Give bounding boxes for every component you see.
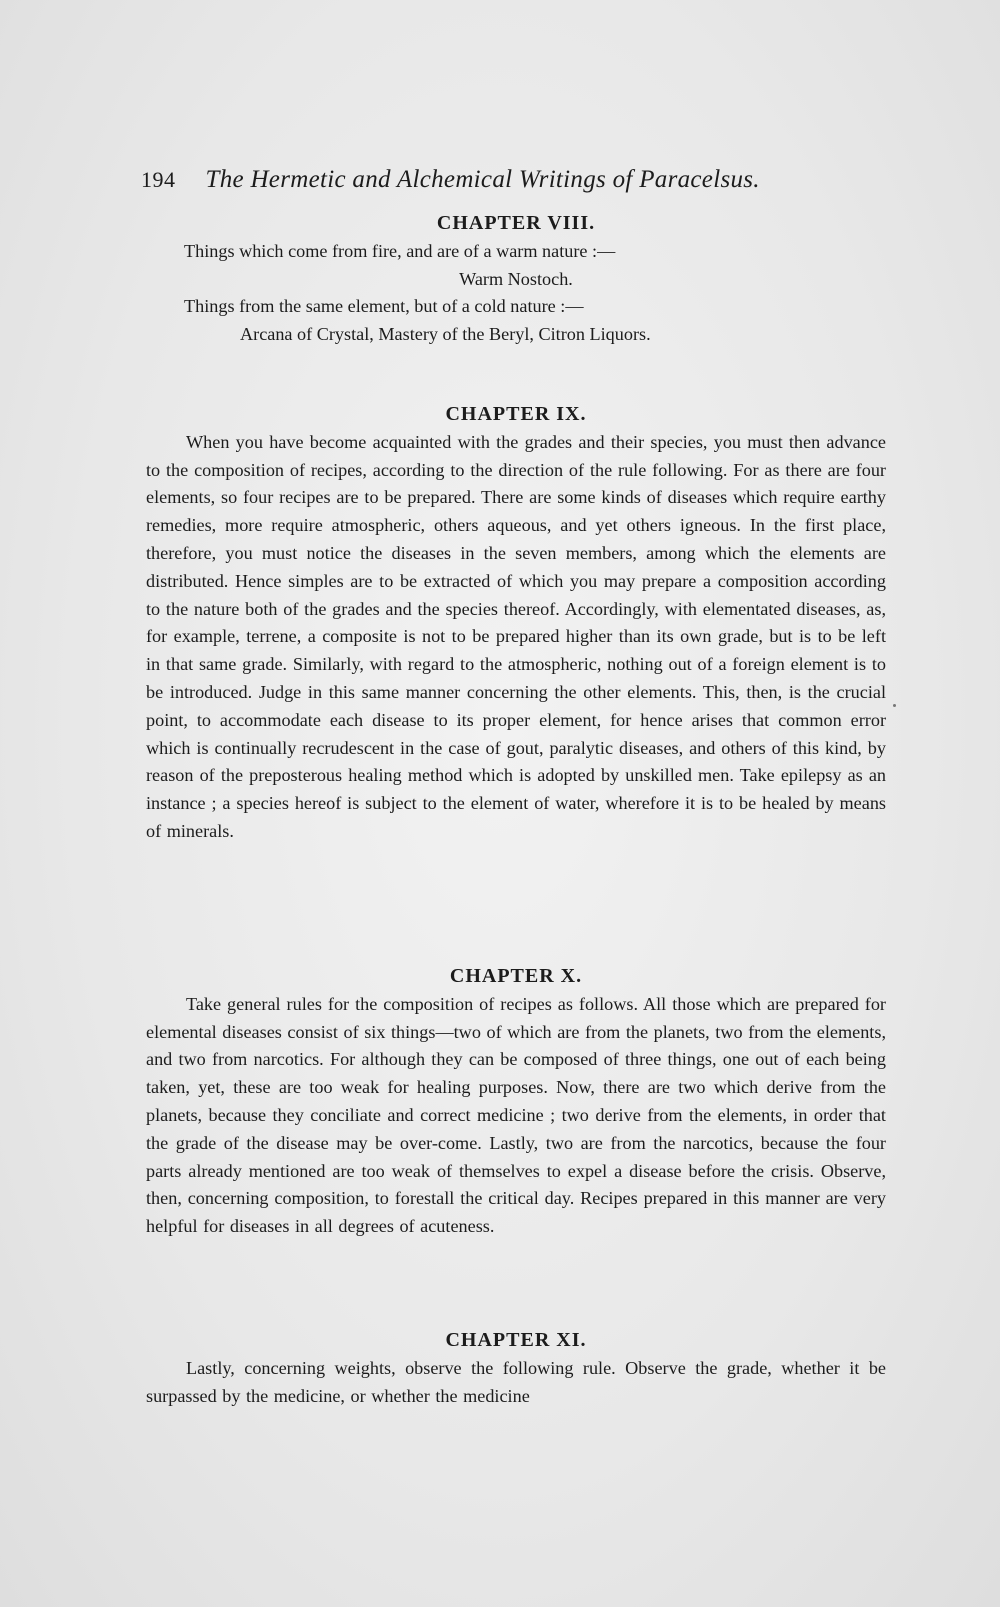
chapter-11-paragraph: Lastly, concerning weights, observe the following rule. Observe the grade, whether it be surpassed by the medicine, or whether the medicine xyxy=(146,1357,886,1406)
chapter-8-line-2: Warm Nostoch. xyxy=(459,268,573,289)
running-head xyxy=(141,166,861,206)
chapter-8-line-1: Things which come from fire, and are of a warm nature :— xyxy=(184,240,616,261)
chapter-8-line-3: Things from the same element, but of a cold nature :— xyxy=(184,296,584,317)
chapter-10-paragraph: Take general rules for the composition of recipes as follows. All those which are prepared for elemental diseases consist of six things—two of which are from the planets, two from the elements, and two from narcotics. For although they can be composed of three things, one out of each being taken, yet, these are too weak for healing purposes. Now, there are two which derive from the planets, because they conciliate and correct medicine ; two derive from the elements, in order that the grade of the disease may be over-come. Lastly, two are from the narcotics, because the four parts already mentioned are too weak of themselves to expel a disease before the crisis. Observe, then, concerning composition, to forestall the critical day. Recipes prepared in this manner are very helpful for diseases in all degrees of acuteness. xyxy=(146,993,886,1237)
chapter-11-heading: CHAPTER XI. xyxy=(445,1329,587,1351)
chapter-10-section xyxy=(146,963,886,1241)
chapter-9-section xyxy=(146,401,886,846)
chapter-11-section xyxy=(146,1327,886,1410)
page-number: 194 xyxy=(141,167,176,192)
paper-speck xyxy=(893,704,896,707)
chapter-9-paragraph: When you have become acquainted with the grades and their species, you must then advance to the composition of recipes, according to the direction of the rule following. For as there are four elements, so four recipes are to be prepared. There are some kinds of diseases which require earthy remedies, more require atmospheric, others aqueous, and yet others igneous. In the first place, therefore, you must notice the diseases in the seven members, among which the elements are distributed. Hence simples are to be extracted of which you may prepare a composition according to the nature both of the grades and the species thereof. Accordingly, with elementated diseases, as, for example, terrene, a composite is not to be prepared higher than its own grade, but is to be left in that same grade. Similarly, with regard to the atmospheric, nothing out of a foreign element is to be introduced. Judge in this same manner concerning the other elements. This, then, is the crucial point, to accommodate each disease to its proper element, for hence arises that common error which is continually recrudescent in the case of gout, paralytic diseases, and others of this kind, by reason of the preposterous healing method which is adopted by unskilled men. Take epilepsy as an instance ; a species hereof is subject to the element of water, wherefore it is to be healed by means of minerals. xyxy=(146,431,886,841)
chapter-8-heading: CHAPTER VIII. xyxy=(436,212,596,234)
chapter-10-heading: CHAPTER X. xyxy=(449,965,583,987)
chapter-9-heading: CHAPTER IX. xyxy=(445,403,587,425)
running-title: The Hermetic and Alchemical Writings of Paracelsus. xyxy=(205,166,760,193)
chapter-8-section xyxy=(146,210,886,349)
chapter-8-line-4: Arcana of Crystal, Mastery of the Beryl, Citron Liquors. xyxy=(240,324,651,345)
